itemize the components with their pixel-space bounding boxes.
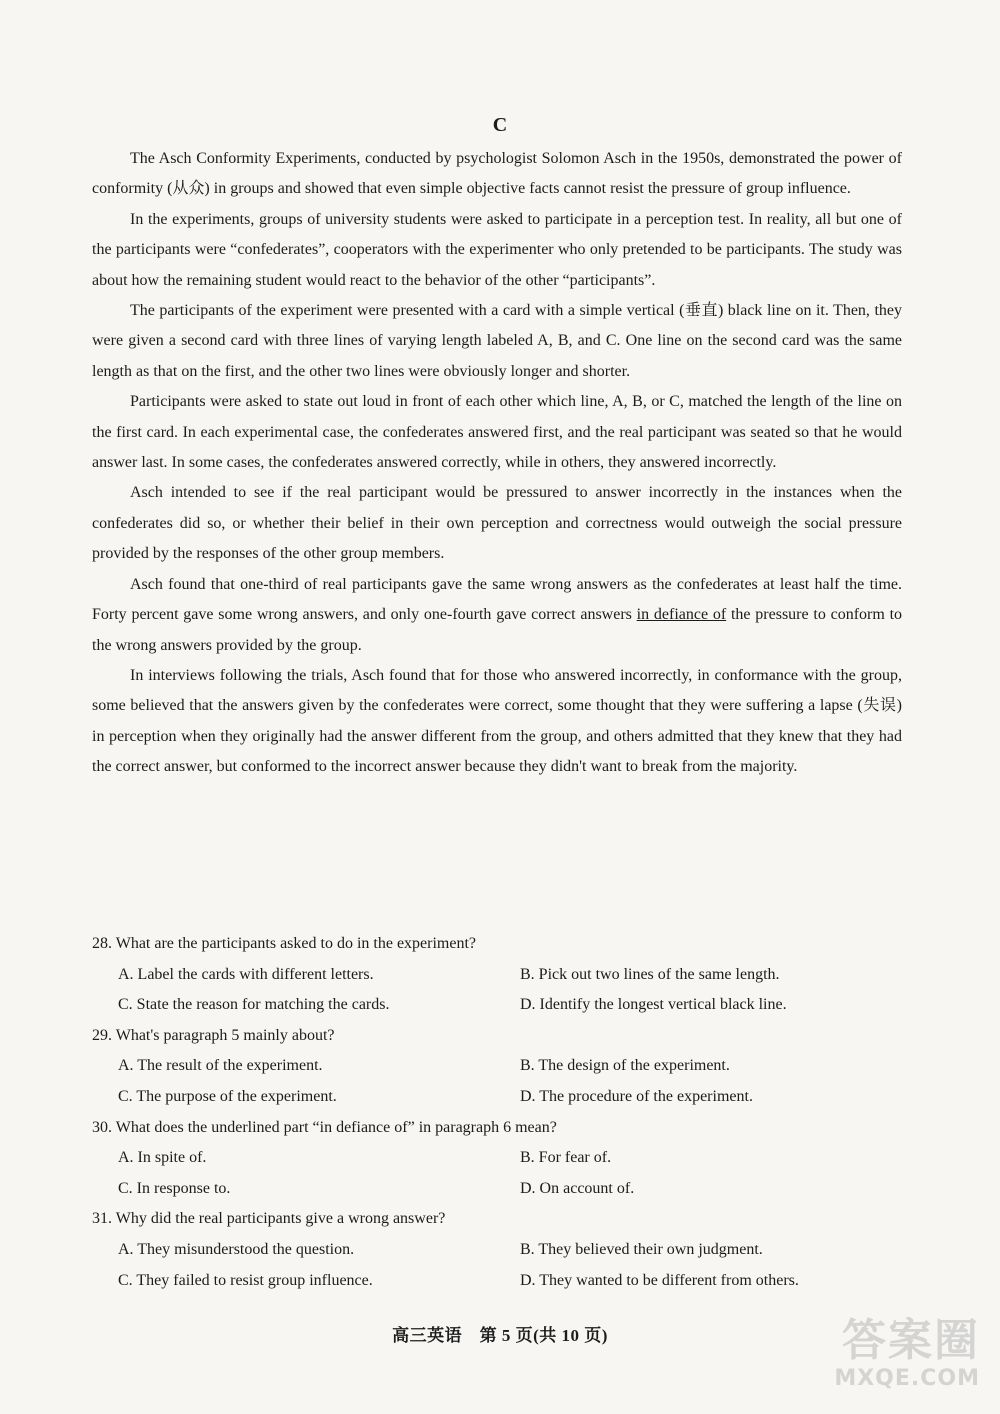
- question-list: [92, 929, 902, 1296]
- option-a: A. They misunderstood the question.: [118, 1240, 355, 1258]
- passage-paragraph-6: [92, 570, 902, 661]
- paragraph-6-text-after: the pressure to conform to the wrong answers provided by the group.: [92, 606, 903, 654]
- option-a: A. In spite of.: [118, 1149, 207, 1167]
- option-b: B. The design of the experiment.: [520, 1057, 730, 1075]
- question-31: [92, 1204, 902, 1296]
- question-stem: 30. What does the underlined part “in defiance of” in paragraph 6 mean?: [92, 1118, 557, 1136]
- watermark-logo: [790, 1316, 980, 1406]
- option-b: B. For fear of.: [520, 1149, 612, 1167]
- question-stem: 31. Why did the real participants give a wrong answer?: [92, 1210, 446, 1228]
- option-a: A. Label the cards with different letters.: [118, 965, 374, 983]
- passage-paragraph-3: The participants of the experiment were presented with a card with a simple vertical (垂直) black line on it. Then, they were given a second card with three lines of varying length labeled A, B, and C. One line on the second card was the same length as that on the first, and the other two lines were obviously longer and shorter.: [92, 302, 902, 380]
- option-c: C. In response to.: [118, 1179, 231, 1197]
- option-d: D. They wanted to be different from others.: [520, 1271, 799, 1289]
- option-d: D. The procedure of the experiment.: [520, 1087, 753, 1105]
- question-30: [92, 1113, 902, 1205]
- question-stem: 29. What's paragraph 5 mainly about?: [92, 1026, 335, 1044]
- watermark-text: 答案圈: [842, 1315, 980, 1366]
- question-29: [92, 1021, 902, 1113]
- option-d: D. Identify the longest vertical black line.: [520, 996, 787, 1014]
- passage-paragraph-7: In interviews following the trials, Asch found that for those who answered incorrectly, in conformance with the group, some believed that the answers given by the confederates were correct, some thought that they were suffering a lapse (失误) in perception when they originally had the answer different from the group, and others admitted that they knew that they had the correct answer, but conformed to the incorrect answer because they didn't want to break from the majority.: [92, 666, 902, 776]
- passage-paragraph-4: Participants were asked to state out loud in front of each other which line, A, B, or C, matched the length of the line on the first card. In each experimental case, the confederates answered first, and the real participant was seated so that he would answer last. In some cases, the confederates answered correctly, while in others, they answered incorrectly.: [92, 393, 902, 472]
- option-c: C. The purpose of the experiment.: [118, 1087, 337, 1105]
- option-d: D. On account of.: [520, 1179, 635, 1197]
- option-c: C. State the reason for matching the cards.: [118, 996, 390, 1014]
- reading-passage: [92, 144, 902, 783]
- passage-paragraph-5: Asch intended to see if the real participant would be pressured to answer incorrectly in the instances when the confederates did so, or whether their belief in their own perception and correctness would outweigh the social pressure provided by the responses of the other group members.: [92, 484, 902, 563]
- option-b: B. They believed their own judgment.: [520, 1240, 763, 1258]
- question-28: [92, 929, 902, 1021]
- question-stem: 28. What are the participants asked to do in the experiment?: [92, 935, 477, 952]
- option-b: B. Pick out two lines of the same length.: [520, 965, 780, 983]
- option-a: A. The result of the experiment.: [118, 1057, 323, 1075]
- passage-paragraph-2: In the experiments, groups of university students were asked to participate in a perception test. In reality, all but one of the participants were “confederates”, cooperators with the experimenter who only pretended to be participants. The study was about how the remaining student would react to the behavior of the other “participants”.: [92, 210, 902, 289]
- section-title: C: [492, 114, 508, 136]
- option-c: C. They failed to resist group influence.: [118, 1271, 373, 1289]
- underlined-phrase: in defiance of: [636, 606, 727, 624]
- watermark-url: MXQE.COM: [834, 1366, 980, 1391]
- paragraph-6-text-before: Asch found that one-third of real participants gave the same wrong answers as the confederates at least half the time. Forty percent gave some wrong answers, and only one-fourth gave correct answers: [92, 575, 902, 624]
- passage-paragraph-1: The Asch Conformity Experiments, conducted by psychologist Solomon Asch in the 1950s, demonstrated the power of conformity (从众) in groups and showed that even simple objective facts cannot resist the pressure of group influence.: [92, 150, 902, 198]
- page-footer: 高三英语 第 5 页(共 10 页): [392, 1326, 608, 1345]
